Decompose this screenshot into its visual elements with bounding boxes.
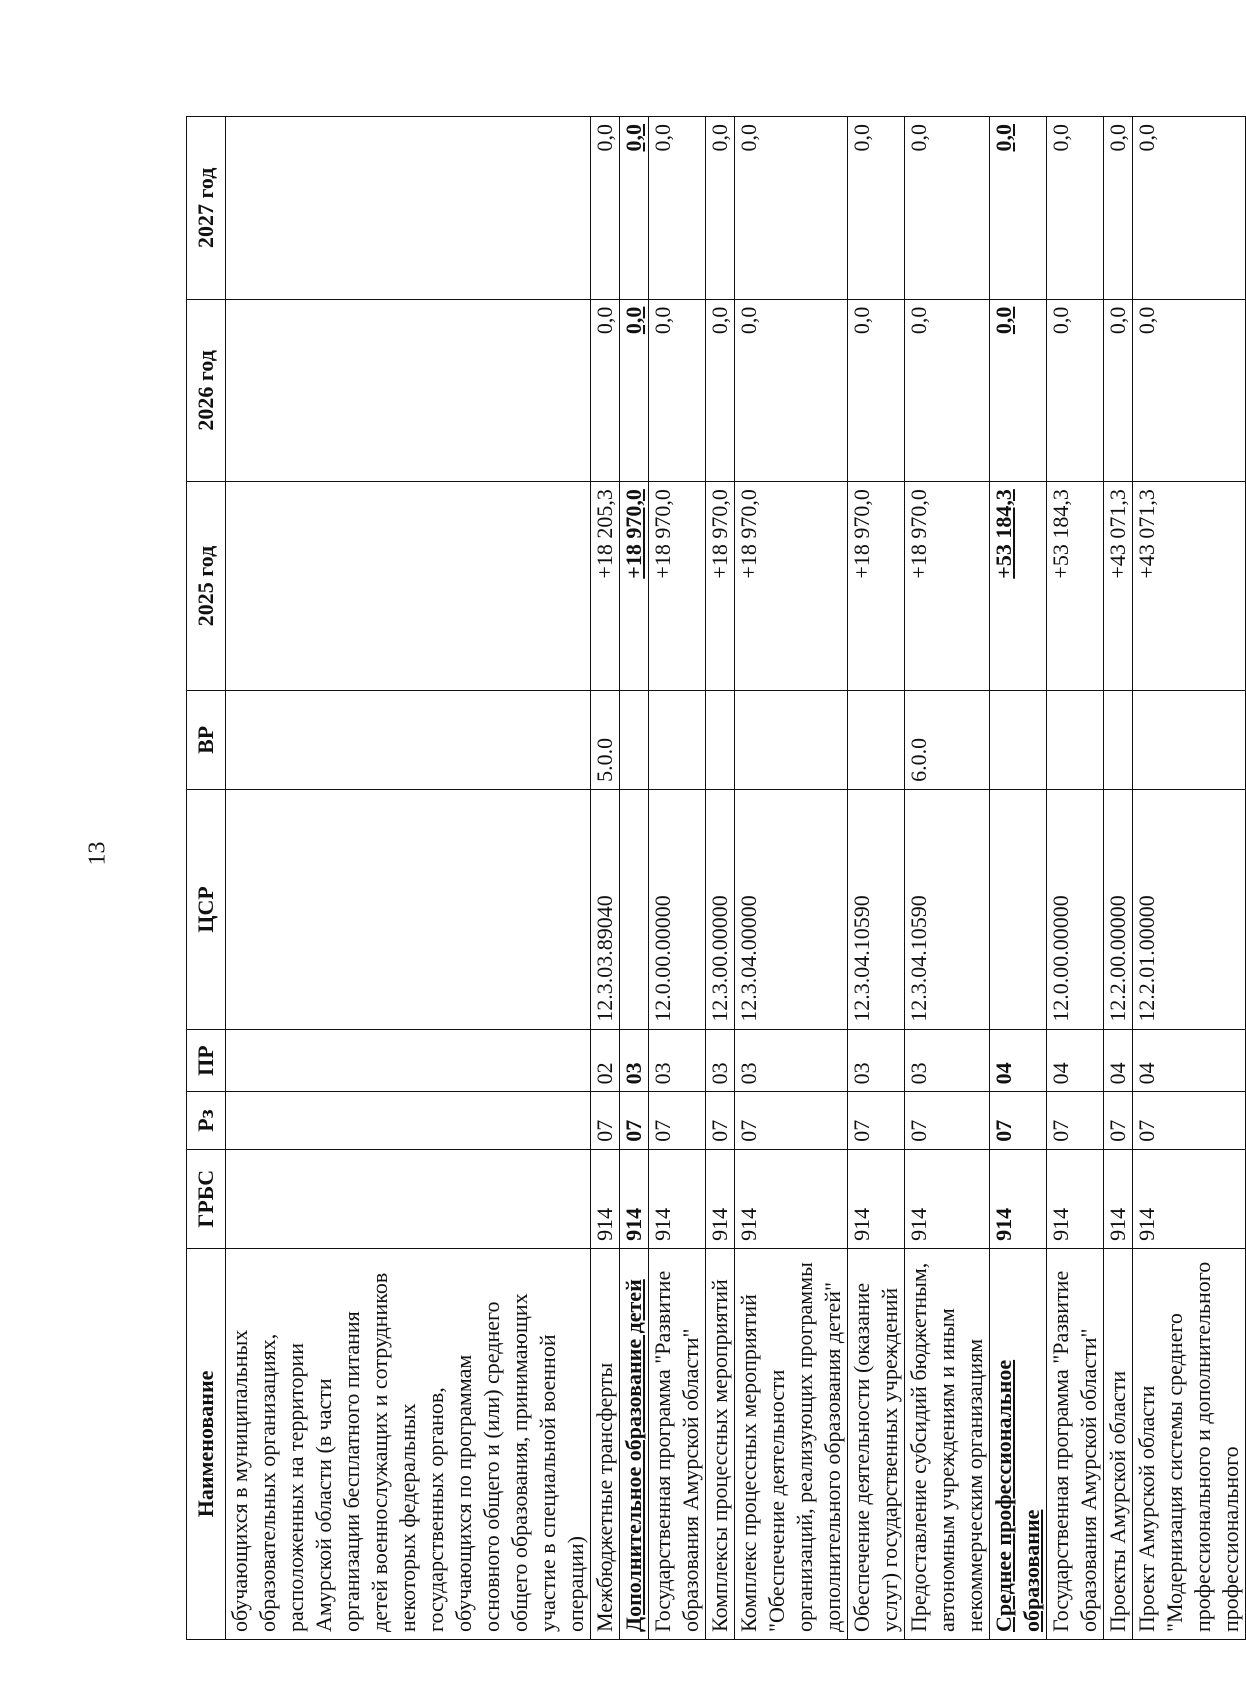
cell-2025: +53 184,3	[1047, 482, 1104, 691]
cell-grbs: 914	[905, 1149, 990, 1248]
cell-2025: +43 071,3	[1133, 482, 1246, 691]
cell-2027: 0,0	[905, 117, 990, 300]
cell-2025: +18 970,0	[620, 482, 649, 691]
header-csr: ЦСР	[187, 789, 226, 1029]
cell-2026: 0,0	[990, 299, 1047, 482]
table-row	[848, 117, 905, 1640]
cell-pr: 04	[990, 1029, 1047, 1092]
cell-grbs: 914	[990, 1149, 1047, 1248]
cell-name: Дополнительное образование детей	[620, 1248, 649, 1639]
cell-name: Государственная программа "Развитие образования Амурской области"	[649, 1248, 706, 1639]
cell-csr: 12.3.03.89040	[591, 789, 620, 1029]
cell-vr	[1047, 690, 1104, 789]
cell-2025: +18 970,0	[905, 482, 990, 691]
cell-2025: +18 970,0	[649, 482, 706, 691]
header-grbs: ГРБС	[187, 1149, 226, 1248]
cell-rz: 07	[1047, 1092, 1104, 1149]
cell-csr: 12.3.04.00000	[735, 789, 848, 1029]
cell-2025: +18 205,3	[591, 482, 620, 691]
cell-2026: 0,0	[848, 299, 905, 482]
cell-grbs: 914	[1133, 1149, 1246, 1248]
cell-grbs: 914	[706, 1149, 735, 1248]
cell-rz: 07	[735, 1092, 848, 1149]
table-row	[1133, 117, 1246, 1640]
cell-pr: 03	[848, 1029, 905, 1092]
cell-grbs: 914	[735, 1149, 848, 1248]
cell-vr	[848, 690, 905, 789]
cell-csr: 12.0.00.00000	[1047, 789, 1104, 1029]
table-row	[735, 117, 848, 1640]
cell-2026: 0,0	[735, 299, 848, 482]
cell-2026: 0,0	[1047, 299, 1104, 482]
cell-pr: 04	[1047, 1029, 1104, 1092]
cell-pr: 03	[735, 1029, 848, 1092]
cell-2026: 0,0	[591, 299, 620, 482]
table-row-section	[620, 117, 649, 1640]
cell-rz: 07	[848, 1092, 905, 1149]
cell-vr	[1133, 690, 1246, 789]
cell-2025: +18 970,0	[706, 482, 735, 691]
cell-name: Обеспечение деятельности (оказание услуг) государственных учреждений	[848, 1248, 905, 1639]
cell-csr	[620, 789, 649, 1029]
cell-pr: 03	[706, 1029, 735, 1092]
cell-2027	[226, 117, 591, 300]
cell-pr: 04	[1104, 1029, 1133, 1092]
table-row	[1047, 117, 1104, 1640]
table-header-row	[187, 117, 226, 1640]
cell-rz: 07	[591, 1092, 620, 1149]
cell-2027: 0,0	[620, 117, 649, 300]
cell-name: Проект Амурской области "Модернизация системы среднего профессионального и дополнительного профессионального	[1133, 1248, 1246, 1639]
cell-grbs: 914	[1047, 1149, 1104, 1248]
rotated-table-container	[186, 116, 1243, 1640]
cell-name: Комплекс процессных мероприятий "Обеспечение деятельности организаций, реализующих программы дополнительного образования детей"	[735, 1248, 848, 1639]
cell-pr: 03	[905, 1029, 990, 1092]
cell-grbs: 914	[591, 1149, 620, 1248]
cell-2026	[226, 299, 591, 482]
cell-rz: 07	[990, 1092, 1047, 1149]
cell-csr	[990, 789, 1047, 1029]
cell-rz: 07	[905, 1092, 990, 1149]
cell-name: Проекты Амурской области	[1104, 1248, 1133, 1639]
cell-name: Предоставление субсидий бюджетным, автономным учреждениям и иным некоммерческим организациям	[905, 1248, 990, 1639]
cell-pr: 02	[591, 1029, 620, 1092]
cell-2027: 0,0	[649, 117, 706, 300]
cell-grbs: 914	[848, 1149, 905, 1248]
cell-2027: 0,0	[990, 117, 1047, 300]
cell-2027: 0,0	[706, 117, 735, 300]
cell-2027: 0,0	[591, 117, 620, 300]
cell-vr	[706, 690, 735, 789]
cell-grbs: 914	[649, 1149, 706, 1248]
page-number: 13	[84, 841, 111, 866]
table-row	[706, 117, 735, 1640]
cell-vr	[226, 690, 591, 789]
cell-2026: 0,0	[1104, 299, 1133, 482]
cell-csr	[226, 789, 591, 1029]
header-2026: 2026 год	[187, 299, 226, 482]
cell-csr: 12.2.00.00000	[1104, 789, 1133, 1029]
cell-csr: 12.2.01.00000	[1133, 789, 1246, 1029]
cell-name: Государственная программа "Развитие образования Амурской области"	[1047, 1248, 1104, 1639]
cell-2026: 0,0	[1133, 299, 1246, 482]
cell-csr: 12.3.04.10590	[848, 789, 905, 1029]
cell-rz: 07	[649, 1092, 706, 1149]
cell-pr	[226, 1029, 591, 1092]
cell-csr: 12.0.00.00000	[649, 789, 706, 1029]
cell-2025: +18 970,0	[848, 482, 905, 691]
cell-vr	[990, 690, 1047, 789]
cell-pr: 03	[620, 1029, 649, 1092]
cell-vr	[620, 690, 649, 789]
cell-rz: 07	[1104, 1092, 1133, 1149]
cell-name: Комплексы процессных мероприятий	[706, 1248, 735, 1639]
cell-2027: 0,0	[735, 117, 848, 300]
cell-rz: 07	[620, 1092, 649, 1149]
cell-grbs: 914	[1104, 1149, 1133, 1248]
table-body	[226, 117, 1246, 1640]
table-row	[226, 117, 591, 1640]
header-2025: 2025 год	[187, 482, 226, 691]
table-row	[649, 117, 706, 1640]
cell-2026: 0,0	[649, 299, 706, 482]
header-pr: ПР	[187, 1029, 226, 1092]
cell-2025: +43 071,3	[1104, 482, 1133, 691]
table-row-section	[990, 117, 1047, 1640]
cell-2027: 0,0	[1104, 117, 1133, 300]
cell-grbs: 914	[620, 1149, 649, 1248]
cell-2026: 0,0	[905, 299, 990, 482]
cell-csr: 12.3.00.00000	[706, 789, 735, 1029]
cell-pr: 03	[649, 1029, 706, 1092]
budget-table	[186, 116, 1246, 1640]
cell-2027: 0,0	[848, 117, 905, 300]
cell-csr: 12.3.04.10590	[905, 789, 990, 1029]
cell-name: Среднее профессиональное образование	[990, 1248, 1047, 1639]
cell-2026: 0,0	[706, 299, 735, 482]
header-2027: 2027 год	[187, 117, 226, 300]
cell-vr: 5.0.0	[591, 690, 620, 789]
cell-2025: +53 184,3	[990, 482, 1047, 691]
cell-rz: 07	[1133, 1092, 1246, 1149]
cell-vr: 6.0.0	[905, 690, 990, 789]
cell-2025: +18 970,0	[735, 482, 848, 691]
header-vr: ВР	[187, 690, 226, 789]
cell-vr	[649, 690, 706, 789]
cell-grbs	[226, 1149, 591, 1248]
cell-rz: 07	[706, 1092, 735, 1149]
table-row	[905, 117, 990, 1640]
cell-2026: 0,0	[620, 299, 649, 482]
header-rz: Рз	[187, 1092, 226, 1149]
cell-vr	[1104, 690, 1133, 789]
table-row	[1104, 117, 1133, 1640]
cell-name: Межбюджетные трансферты	[591, 1248, 620, 1639]
cell-2027: 0,0	[1047, 117, 1104, 300]
cell-2025	[226, 482, 591, 691]
cell-rz	[226, 1092, 591, 1149]
cell-vr	[735, 690, 848, 789]
cell-pr: 04	[1133, 1029, 1246, 1092]
header-name: Наименование	[187, 1248, 226, 1639]
cell-name: обучающихся в муниципальных образовательных организациях, расположенных на территории Амурской области (в части организации бесплатного питания детей военнослужащих и сотрудников некоторых федеральных государственных органов, обучающихся по программам основного общего и (или) среднего общего образования, принимающих участие в специальной военной операции)	[226, 1248, 591, 1639]
cell-2027: 0,0	[1133, 117, 1246, 300]
table-row	[591, 117, 620, 1640]
